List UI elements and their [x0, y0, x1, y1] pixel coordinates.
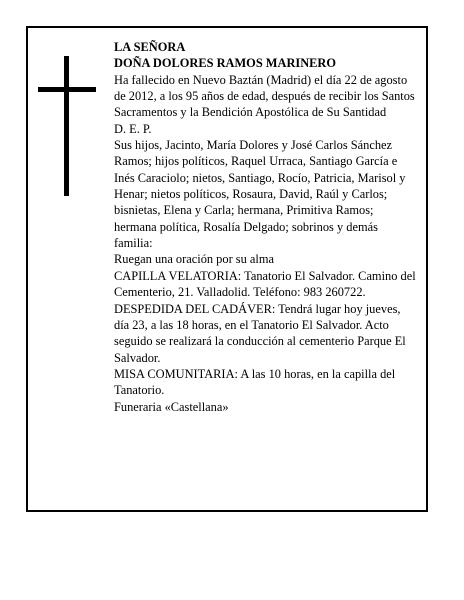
prayer-request: Ruegan una oración por su alma: [114, 252, 274, 267]
mass-info: MISA COMUNITARIA: A las 10 horas, en la capilla del Tanatorio.: [114, 366, 396, 398]
obituary-text: [114, 39, 418, 415]
cross-vertical-bar: [64, 56, 69, 196]
cross-icon: [38, 56, 96, 196]
family-list: Sus hijos, Jacinto, María Dolores y José Carlos Sánchez Ramos; hijos políticos, Raquel Urraca, Santiago García e Inés Caraciolo; nietos, Santiago, Rocío, Patricia, Marisol y Henar; nietos políticos, Rosaura, David, Raúl y Carlos; bisnietas, Elena y Carla; hermana, Primitiva Ramos; hermana política, Rosalía Delgado; sobrinos y demás familia:: [114, 138, 406, 251]
funeral-home: Funeraria «Castellana»: [114, 399, 229, 414]
rip-line: D. E. P.: [114, 121, 152, 136]
farewell-info: DESPEDIDA DEL CADÁVER: Tendrá lugar hoy jueves, día 23, a las 18 horas, en el Tanatorio El Salvador. Acto seguido se realizará la conducción al cementerio Parque El Salvador.: [114, 301, 406, 365]
death-announcement: Ha fallecido en Nuevo Baztán (Madrid) el día 22 de agosto de 2012, a los 95 años de edad, después de recibir los Santos Sacramentos y la Bendición Apostólica de Su Santidad: [114, 72, 415, 120]
deceased-name: DOÑA DOLORES RAMOS MARINERO: [114, 56, 337, 71]
chapel-info: CAPILLA VELATORIA: Tanatorio El Salvador. Camino del Cementerio, 21. Valladolid. Teléfono: 983 260722.: [114, 268, 416, 300]
cross-horizontal-bar: [38, 87, 96, 92]
deceased-title: LA SEÑORA: [114, 40, 186, 54]
